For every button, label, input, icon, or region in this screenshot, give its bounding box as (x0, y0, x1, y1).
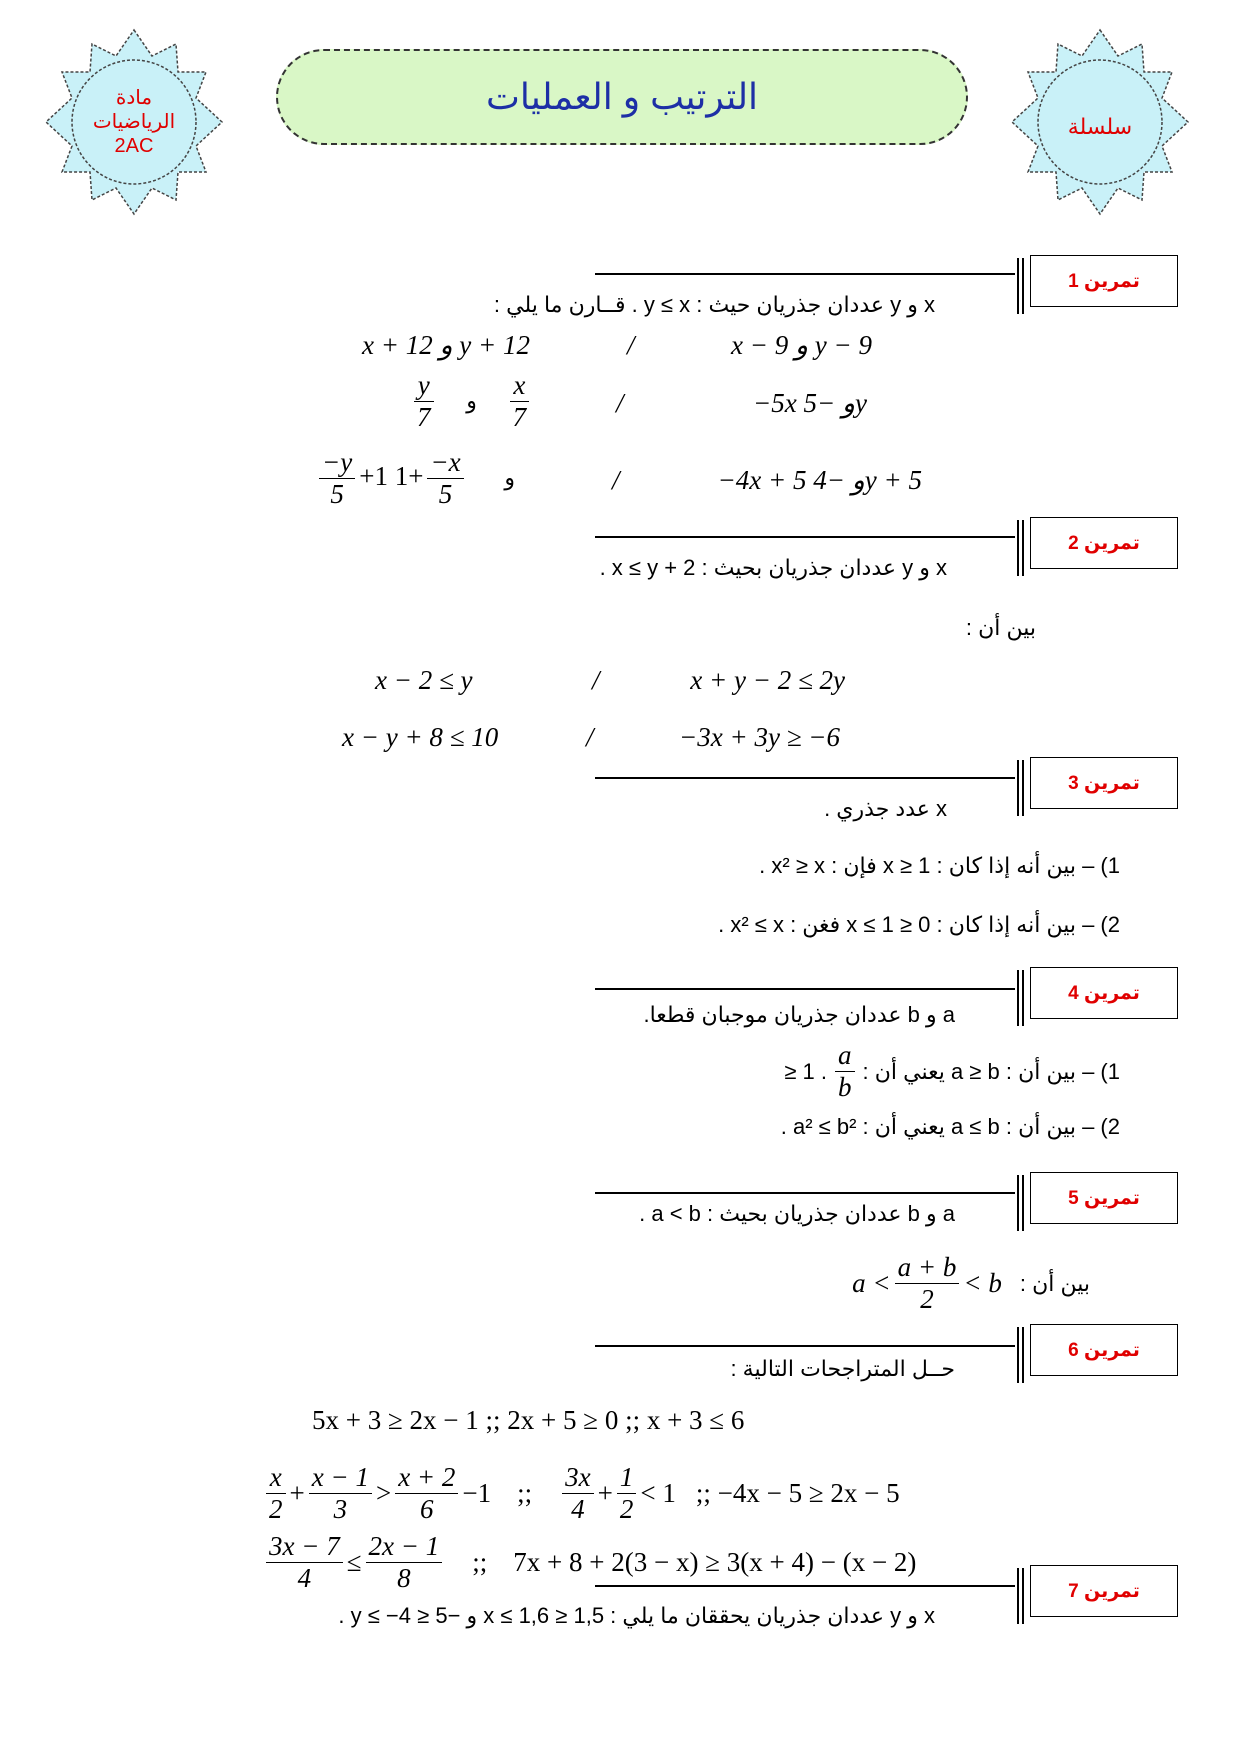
ex4-rule (595, 988, 1015, 990)
le: ≤ (346, 1547, 362, 1578)
ex6-bar (1017, 1327, 1019, 1383)
ex4-bar (1017, 970, 1019, 1026)
ex2-row2-right: −3x + 3y ≥ −6 (679, 722, 840, 752)
and-word: و (504, 464, 516, 490)
ex4-q2: 2) – بين أن : a ≤ b يعني أن : a² ≤ b² . (780, 1114, 1120, 1139)
ex3-q1: 1) – بين أنه إذا كان : x ≥ 1 فإن : x² ≥ x . (759, 853, 1120, 878)
subject-line-2: الرياضيات (92, 111, 176, 133)
and-word: و (466, 387, 477, 413)
frac-num: −y (319, 447, 355, 479)
ex2-intro: x و y عددان جذريان بحيث : x ≤ y + 2 . (599, 555, 947, 580)
sep: ;; (472, 1547, 488, 1578)
ex1-row1-right: x − 9 و y − 9 (731, 330, 872, 360)
plus-one: +1 (359, 460, 388, 491)
ex5-intro: a و b عددان جذريان بحيث : a < b . (639, 1201, 955, 1226)
ex4-bar-2 (1022, 970, 1024, 1026)
ex1-row2-left (410, 370, 533, 433)
frac-num: 1 (617, 1462, 637, 1494)
ex7-intro: x و y عددان جذريان يحققان ما يلي : 1,5 ≤ x ≤ 1,6 و −5 ≤ y ≤ −4 . (338, 1603, 935, 1628)
subject-badge-text (74, 86, 194, 158)
ex2-row2-sep: / (586, 722, 594, 752)
frac-den: 6 (420, 1494, 434, 1525)
ex1-row2-sep: / (616, 388, 624, 418)
frac-a-b (835, 1040, 855, 1103)
ex6-row1: 5x + 3 ≥ 2x − 1 ;; 2x + 5 ≥ 0 ;; x + 3 ≤ 6 (312, 1405, 745, 1435)
sep: ;; (517, 1478, 533, 1509)
frac-neg-y-5 (319, 447, 355, 510)
frac-y-7 (414, 370, 434, 433)
subject-line-1: مادة (115, 87, 153, 109)
ex5-prove: بين أن : (1019, 1270, 1090, 1296)
frac-x-7 (510, 370, 530, 433)
ex7-label: تمرين 7 (1030, 1565, 1178, 1617)
ex6-intro: حــل المتراجحات التالية : (730, 1356, 955, 1381)
ex6-bar-2 (1022, 1327, 1024, 1383)
ex4-label: تمرين 4 (1030, 967, 1178, 1019)
frac-x-minus-1-3 (309, 1462, 372, 1525)
ex6-rule (595, 1345, 1015, 1347)
frac-3x-minus-7-4 (266, 1531, 343, 1594)
ex2-rule (595, 536, 1015, 538)
ex3-label: تمرين 3 (1030, 757, 1178, 809)
frac-den: 5 (438, 479, 453, 510)
ex1-label: تمرين 1 (1030, 255, 1178, 307)
frac-num: a (835, 1040, 855, 1072)
page-title: الترتيب و العمليات (485, 76, 759, 117)
ex4-q1-tail: ≥ 1 . (784, 1058, 828, 1084)
frac-num: −x (427, 447, 463, 479)
ex2-row1-left: x − 2 ≤ y (375, 665, 473, 695)
frac-den: 2 (619, 1494, 634, 1525)
frac-num: 3x − 7 (266, 1531, 343, 1563)
series-badge-text: سلسلة (1067, 114, 1133, 139)
ex2-row1-right: x + y − 2 ≤ 2y (690, 665, 845, 695)
ex7-rule (595, 1585, 1015, 1587)
ex1-row3-sep: / (612, 465, 620, 495)
ex1-intro: x و y عددان جذريان حيث : y ≤ x . قــارن ما يلي : (493, 292, 935, 317)
row3-tail: 7x + 8 + 2(3 − x) ≥ 3(x + 4) − (x − 2) (513, 1547, 917, 1578)
frac-num: x + 2 (395, 1462, 458, 1494)
ex1-row2-right: −5x و −5y (753, 388, 867, 418)
ex1-row3-right: −4x + 5 و −4y + 5 (717, 465, 922, 495)
frac-num: a + b (895, 1252, 960, 1284)
frac-1-2 (617, 1462, 637, 1525)
ex2-label: تمرين 2 (1030, 517, 1178, 569)
subject-line-3: 2AC (114, 135, 154, 157)
ex1-bar-2 (1022, 258, 1024, 314)
frac-3x-4 (562, 1462, 593, 1525)
frac-den: 7 (512, 402, 527, 433)
lt-one: < 1 (640, 1478, 676, 1509)
ex4-q1 (784, 1040, 1120, 1103)
ex7-bar-2 (1022, 1568, 1024, 1624)
frac-den: 2 (269, 1494, 283, 1525)
ex3-intro: x عدد جذري . (824, 796, 947, 821)
ex2-row1-sep: / (592, 665, 600, 695)
frac-num: 2x − 1 (366, 1531, 443, 1563)
ex1-rule (595, 273, 1015, 275)
ex7-bar (1017, 1568, 1019, 1624)
ex5-lhs: a < (852, 1268, 891, 1299)
frac-den: b (838, 1072, 852, 1103)
ex4-q1-text: 1) – بين أن : a ≥ b يعني أن : (862, 1058, 1120, 1084)
ex3-rule (595, 777, 1015, 779)
ex6-label: تمرين 6 (1030, 1324, 1178, 1376)
frac-den: 4 (571, 1494, 585, 1525)
frac-num: x (510, 370, 530, 402)
ex2-prove: بين أن : (965, 615, 1036, 640)
plus: + (289, 1478, 305, 1509)
ex2-bar (1017, 520, 1019, 576)
ex5-bar (1017, 1175, 1019, 1231)
frac-x-plus-2-6 (395, 1462, 458, 1525)
ex3-bar (1017, 760, 1019, 816)
ex2-bar-2 (1022, 520, 1024, 576)
frac-den: 2 (920, 1284, 934, 1315)
plus-one: +1 (394, 460, 424, 491)
ex3-bar-2 (1022, 760, 1024, 816)
ex4-intro: a و b عددان جذريان موجبان قطعا. (643, 1002, 955, 1027)
minus-one: −1 (462, 1478, 492, 1509)
frac-mean (895, 1252, 960, 1315)
frac-neg-x-5 (427, 447, 463, 510)
gt: > (375, 1478, 392, 1509)
frac-den: 4 (297, 1563, 312, 1594)
frac-x-2 (266, 1462, 286, 1525)
frac-num: x (266, 1462, 286, 1494)
ex5-rhs: < b (963, 1268, 1002, 1299)
plus: + (597, 1478, 613, 1509)
ex1-bar (1017, 258, 1019, 314)
frac-den: 8 (397, 1563, 411, 1594)
frac-num: 3x (562, 1462, 593, 1494)
ex5-prove-row (852, 1252, 1090, 1315)
ex2-row2-left: x − y + 8 ≤ 10 (342, 722, 499, 752)
ex3-q2: 2) – بين أنه إذا كان : 0 ≤ x ≤ 1 فغن : x² ≤ x . (718, 912, 1120, 937)
ex1-row1-left: x + 12 و y + 12 (362, 330, 530, 360)
frac-num: y (414, 370, 434, 402)
ex5-bar-2 (1022, 1175, 1024, 1231)
ex5-label: تمرين 5 (1030, 1172, 1178, 1224)
ex5-rule (595, 1192, 1015, 1194)
ex6-row2 (262, 1462, 900, 1525)
frac-2x-minus-1-8 (366, 1531, 443, 1594)
row2-tail: ;; −4x − 5 ≥ 2x − 5 (695, 1478, 900, 1509)
frac-den: 3 (333, 1494, 348, 1525)
ex1-row1-sep: / (627, 330, 635, 360)
title-banner (276, 49, 968, 145)
frac-den: 5 (330, 479, 344, 510)
ex1-row3-left (315, 447, 545, 510)
frac-den: 7 (417, 402, 431, 433)
frac-num: x − 1 (309, 1462, 372, 1494)
